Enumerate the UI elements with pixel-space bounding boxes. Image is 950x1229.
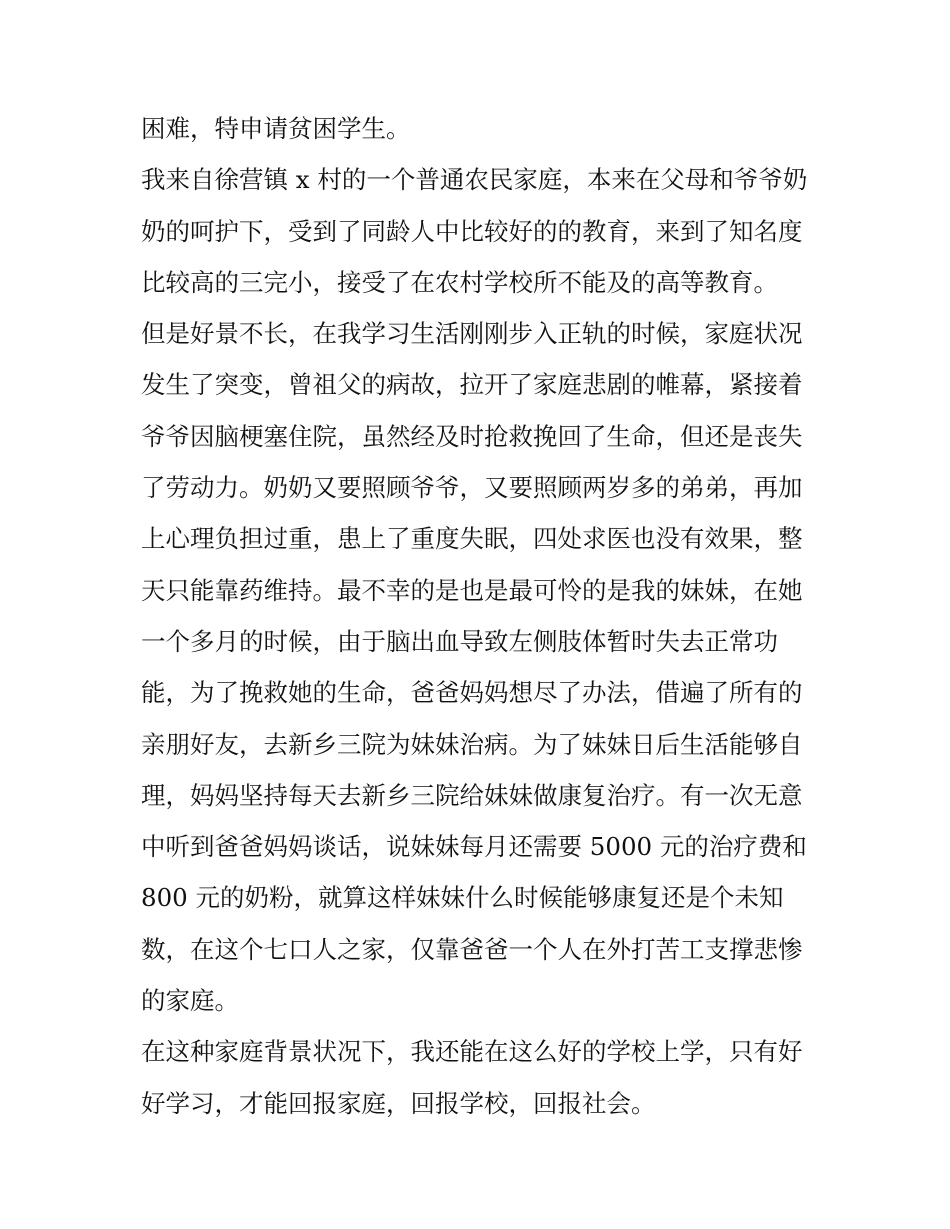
- text-line: 了劳动力。奶奶又要照顾爷爷，又要照顾两岁多的弟弟，再加: [141, 473, 803, 503]
- text-line: 亲朋好友，去新乡三院为妹妹治病。为了妹妹日后生活能够自: [141, 729, 803, 759]
- text-line: 800 元的奶粉，就算这样妹妹什么时候能够康复还是个未知: [141, 883, 784, 913]
- text-line: 能，为了挽救她的生命，爸爸妈妈想尽了办法，借遍了所有的: [141, 678, 803, 708]
- document-body: [141, 103, 821, 1129]
- text-line: 发生了突变，曾祖父的病故，拉开了家庭悲剧的帷幕，紧接着: [141, 370, 803, 400]
- text-line: 但是好景不长，在我学习生活刚刚步入正轨的时候，家庭状况: [141, 319, 803, 349]
- text-line: 理，妈妈坚持每天去新乡三院给妹妹做康复治疗。有一次无意: [141, 780, 803, 810]
- text-line: 上心理负担过重，患上了重度失眠，四处求医也没有效果，整: [141, 524, 803, 554]
- text-line: 我来自徐营镇 x 村的一个普通农民家庭，本来在父母和爷爷奶: [141, 165, 808, 195]
- text-line: 的家庭。: [141, 986, 239, 1016]
- text-line: 天只能靠药维持。最不幸的是也是最可怜的是我的妹妹，在她: [141, 575, 803, 605]
- text-line: 在这种家庭背景状况下，我还能在这么好的学校上学，只有好: [141, 1037, 803, 1067]
- text-line: 爷爷因脑梗塞住院，虽然经及时抢救挽回了生命，但还是丧失: [141, 421, 803, 451]
- text-line: 数，在这个七口人之家，仅靠爸爸一个人在外打苦工支撑悲惨: [141, 934, 803, 964]
- text-line: 好学习，才能回报家庭，回报学校，回报社会。: [141, 1088, 656, 1118]
- text-line: 困难，特申请贫困学生。: [141, 114, 411, 143]
- text-line: 比较高的三完小，接受了在农村学校所不能及的高等教育。: [141, 267, 778, 297]
- text-line: 一个多月的时候，由于脑出血导致左侧肢体暂时失去正常功: [141, 626, 778, 656]
- text-line: 奶的呵护下，受到了同龄人中比较好的的教育，来到了知名度: [141, 216, 803, 246]
- text-line: 中听到爸爸妈妈谈话，说妹妹每月还需要 5000 元的治疗费和: [141, 832, 807, 862]
